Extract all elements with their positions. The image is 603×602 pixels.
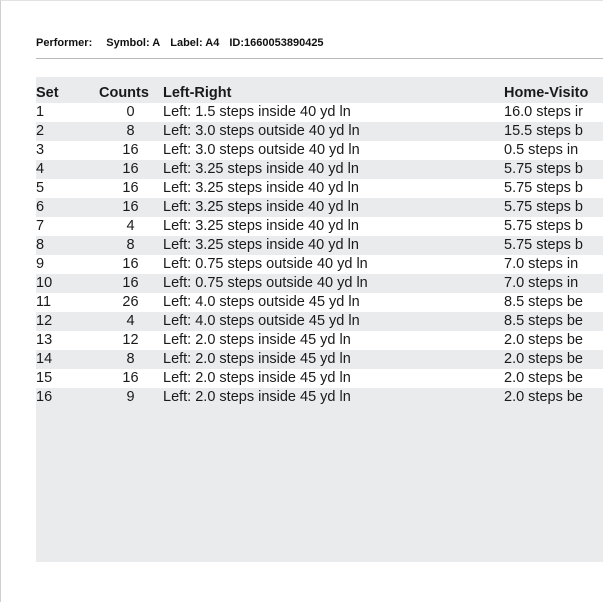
- cell-counts: 16: [98, 179, 163, 198]
- cell-counts: 0: [98, 103, 163, 122]
- table-row: [36, 369, 603, 388]
- cell-left-right: Left: 3.25 steps inside 40 yd ln: [163, 217, 504, 236]
- cell-set: 6: [36, 198, 98, 217]
- table-row: [36, 141, 603, 160]
- cell-set: 14: [36, 350, 98, 369]
- cell-home-visitor: 5.75 steps b: [504, 179, 603, 198]
- cell-home-visitor: 7.0 steps in: [504, 274, 603, 293]
- performer-header: [36, 37, 324, 49]
- cell-home-visitor: 5.75 steps b: [504, 160, 603, 179]
- cell-home-visitor: 2.0 steps be: [504, 331, 603, 350]
- table-row: [36, 198, 603, 217]
- table-row: [36, 312, 603, 331]
- table-row: [36, 331, 603, 350]
- cell-left-right: Left: 0.75 steps outside 40 yd ln: [163, 274, 504, 293]
- table-row: [36, 217, 603, 236]
- cell-set: 5: [36, 179, 98, 198]
- symbol-label: Symbol: A: [106, 37, 161, 49]
- cell-set: 3: [36, 141, 98, 160]
- cell-home-visitor: 5.75 steps b: [504, 217, 603, 236]
- table-row: [36, 293, 603, 312]
- cell-counts: 9: [98, 388, 163, 407]
- cell-counts: 12: [98, 331, 163, 350]
- table-row: [36, 179, 603, 198]
- cell-home-visitor: 8.5 steps be: [504, 312, 603, 331]
- cell-set: 8: [36, 236, 98, 255]
- cell-left-right: Left: 4.0 steps outside 45 yd ln: [163, 312, 504, 331]
- table-row: [36, 388, 603, 407]
- cell-set: 16: [36, 388, 98, 407]
- cell-counts: 4: [98, 217, 163, 236]
- table-row: [36, 255, 603, 274]
- cell-set: 2: [36, 122, 98, 141]
- cell-counts: 16: [98, 274, 163, 293]
- cell-left-right: Left: 2.0 steps inside 45 yd ln: [163, 388, 504, 407]
- table-body: [36, 103, 603, 407]
- cell-set: 4: [36, 160, 98, 179]
- cell-home-visitor: 2.0 steps be: [504, 388, 603, 407]
- cell-counts: 8: [98, 122, 163, 141]
- cell-left-right: Left: 3.25 steps inside 40 yd ln: [163, 160, 504, 179]
- id-label: ID:1660053890425: [229, 37, 324, 49]
- cell-set: 15: [36, 369, 98, 388]
- cell-home-visitor: 16.0 steps ir: [504, 103, 603, 122]
- column-header-counts: Counts: [99, 85, 149, 101]
- cell-set: 13: [36, 331, 98, 350]
- cell-left-right: Left: 3.25 steps inside 40 yd ln: [163, 179, 504, 198]
- table-row: [36, 103, 603, 122]
- cell-home-visitor: 5.75 steps b: [504, 236, 603, 255]
- cell-home-visitor: 2.0 steps be: [504, 369, 603, 388]
- cell-counts: 16: [98, 369, 163, 388]
- cell-home-visitor: 8.5 steps be: [504, 293, 603, 312]
- cell-counts: 16: [98, 141, 163, 160]
- table-row: [36, 236, 603, 255]
- table-row: [36, 122, 603, 141]
- cell-home-visitor: 15.5 steps b: [504, 122, 603, 141]
- table-row: [36, 274, 603, 293]
- cell-set: 7: [36, 217, 98, 236]
- cell-left-right: Left: 2.0 steps inside 45 yd ln: [163, 331, 504, 350]
- performer-label: Performer:: [36, 37, 93, 49]
- cell-counts: 16: [98, 160, 163, 179]
- cell-left-right: Left: 3.25 steps inside 40 yd ln: [163, 236, 504, 255]
- label-label: Label: A4: [170, 37, 220, 49]
- cell-set: 9: [36, 255, 98, 274]
- cell-counts: 26: [98, 293, 163, 312]
- cell-home-visitor: 2.0 steps be: [504, 350, 603, 369]
- cell-counts: 16: [98, 198, 163, 217]
- cell-left-right: Left: 4.0 steps outside 45 yd ln: [163, 293, 504, 312]
- column-header-home-visitor: Home-Visito: [504, 85, 589, 101]
- table-row: [36, 160, 603, 179]
- header-divider: [36, 58, 603, 59]
- cell-left-right: Left: 3.25 steps inside 40 yd ln: [163, 198, 504, 217]
- column-header-set: Set: [36, 85, 59, 101]
- cell-counts: 16: [98, 255, 163, 274]
- cell-left-right: Left: 2.0 steps inside 45 yd ln: [163, 369, 504, 388]
- cell-left-right: Left: 2.0 steps inside 45 yd ln: [163, 350, 504, 369]
- cell-counts: 8: [98, 350, 163, 369]
- table-header-row: [36, 77, 603, 103]
- cell-left-right: Left: 0.75 steps outside 40 yd ln: [163, 255, 504, 274]
- cell-left-right: Left: 3.0 steps outside 40 yd ln: [163, 141, 504, 160]
- coordinate-table-panel: [36, 77, 603, 562]
- cell-counts: 4: [98, 312, 163, 331]
- cell-set: 11: [36, 293, 98, 312]
- cell-set: 10: [36, 274, 98, 293]
- cell-set: 1: [36, 103, 98, 122]
- cell-home-visitor: 7.0 steps in: [504, 255, 603, 274]
- coordinate-table: [36, 77, 603, 407]
- column-header-left-right: Left-Right: [163, 85, 232, 101]
- cell-counts: 8: [98, 236, 163, 255]
- cell-set: 12: [36, 312, 98, 331]
- cell-left-right: Left: 3.0 steps outside 40 yd ln: [163, 122, 504, 141]
- cell-home-visitor: 0.5 steps in: [504, 141, 603, 160]
- cell-home-visitor: 5.75 steps b: [504, 198, 603, 217]
- table-row: [36, 350, 603, 369]
- cell-left-right: Left: 1.5 steps inside 40 yd ln: [163, 103, 504, 122]
